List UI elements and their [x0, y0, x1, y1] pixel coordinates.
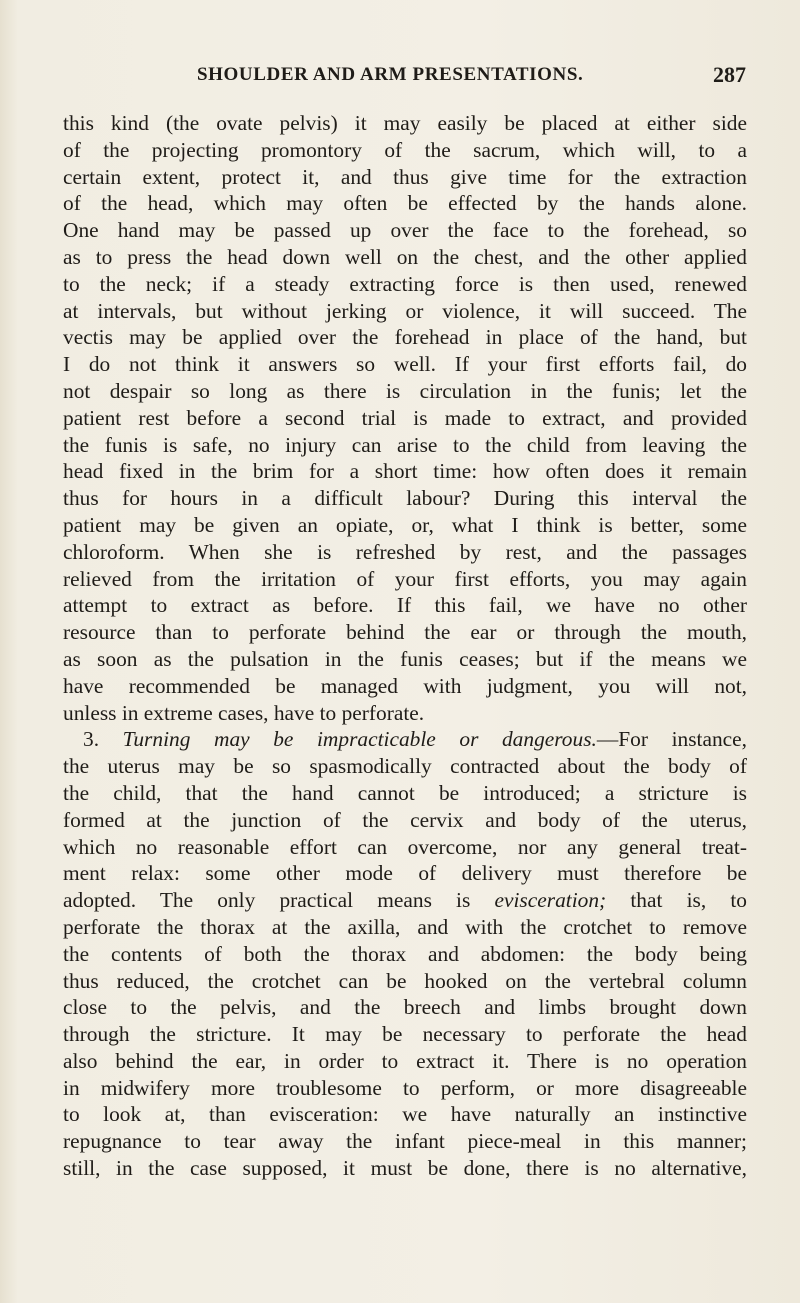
text-line: the funis is safe, no injury can arise to the child from leaving the [63, 432, 747, 457]
text-line: patient rest before a second trial is made to extract, and provided [63, 405, 747, 430]
text-line: to the neck; if a steady extracting force is then used, renewed [63, 271, 747, 296]
evisceration-lead: adopted. The only practical means is [63, 888, 495, 913]
text-line: as soon as the pulsation in the funis ceases; but if the means we [63, 646, 747, 671]
text-line: not despair so long as there is circulation in the funis; let the [63, 378, 747, 403]
text-line: thus reduced, the crotchet can be hooked on the vertebral column [63, 968, 747, 993]
text-line: One hand may be passed up over the face to the forehead, so [63, 218, 747, 243]
running-title: SHOULDER AND ARM PRESENTATIONS. [197, 64, 584, 85]
page-header [0, 64, 800, 94]
body-text [63, 110, 747, 1182]
section-lead-text: —For instance, [596, 727, 747, 752]
text-line [63, 887, 747, 914]
text-line: as to press the head down well on the chest, and the other applied [63, 244, 747, 269]
section-heading-line [63, 726, 747, 753]
section-number: 3. [83, 727, 100, 752]
text-line: through the stricture. It may be necessary to perforate the head [63, 1022, 747, 1047]
section-heading: Turning may be impracticable or dangerous. [122, 727, 597, 752]
text-line: unless in extreme cases, have to perforate. [63, 700, 425, 725]
text-line: chloroform. When she is refreshed by rest, and the passages [63, 539, 747, 564]
text-line: of the head, which may often be effected by the hands alone. [63, 191, 747, 216]
text-line: relieved from the irritation of your first efforts, you may again [63, 566, 747, 591]
text-line: still, in the case supposed, it must be done, there is no alternative, [63, 1156, 747, 1181]
text-line: the contents of both the thorax and abdomen: the body being [63, 941, 747, 966]
page-number: 287 [713, 62, 746, 87]
text-line: at intervals, but without jerking or violence, it will succeed. The [63, 298, 747, 323]
text-line: attempt to extract as before. If this fail, we have no other [63, 593, 747, 618]
evisceration-term: evisceration; [494, 888, 607, 913]
text-line: resource than to perforate behind the ear or through the mouth, [63, 620, 747, 645]
text-line: in midwifery more troublesome to perform, or more disagreeable [63, 1075, 747, 1100]
text-line: repugnance to tear away the infant piece-meal in this manner; [63, 1129, 747, 1154]
text-line: I do not think it answers so well. If your first efforts fail, do [63, 352, 747, 377]
text-line: patient may be given an opiate, or, what I think is better, some [63, 512, 747, 537]
text-line: certain extent, protect it, and thus give time for the extraction [63, 164, 747, 189]
text-line: close to the pelvis, and the breech and limbs brought down [63, 995, 747, 1020]
text-line: thus for hours in a difficult labour? During this interval the [63, 486, 747, 511]
text-line: which no reasonable effort can overcome, nor any general treat- [63, 834, 747, 859]
text-line: to look at, than evisceration: we have naturally an instinctive [63, 1102, 747, 1127]
text-line: this kind (the ovate pelvis) it may easily be placed at either side [63, 111, 747, 135]
text-line: formed at the junction of the cervix and body of the uterus, [63, 807, 747, 832]
text-line: the child, that the hand cannot be introduced; a stricture is [63, 780, 747, 805]
text-line: the uterus may be so spasmodically contracted about the body of [63, 754, 747, 779]
evisceration-tail: that is, to [606, 888, 747, 913]
text-line: have recommended be managed with judgment, you will not, [63, 673, 747, 698]
text-line: vectis may be applied over the forehead in place of the hand, but [63, 325, 747, 350]
text-line: head fixed in the brim for a short time: how often does it remain [63, 459, 747, 484]
text-line: of the projecting promontory of the sacrum, which will, to a [63, 137, 747, 162]
text-line: perforate the thorax at the axilla, and with the crotchet to remove [63, 914, 747, 939]
text-line: ment relax: some other mode of delivery must therefore be [63, 861, 747, 886]
text-line: also behind the ear, in order to extract it. There is no operation [63, 1048, 747, 1073]
